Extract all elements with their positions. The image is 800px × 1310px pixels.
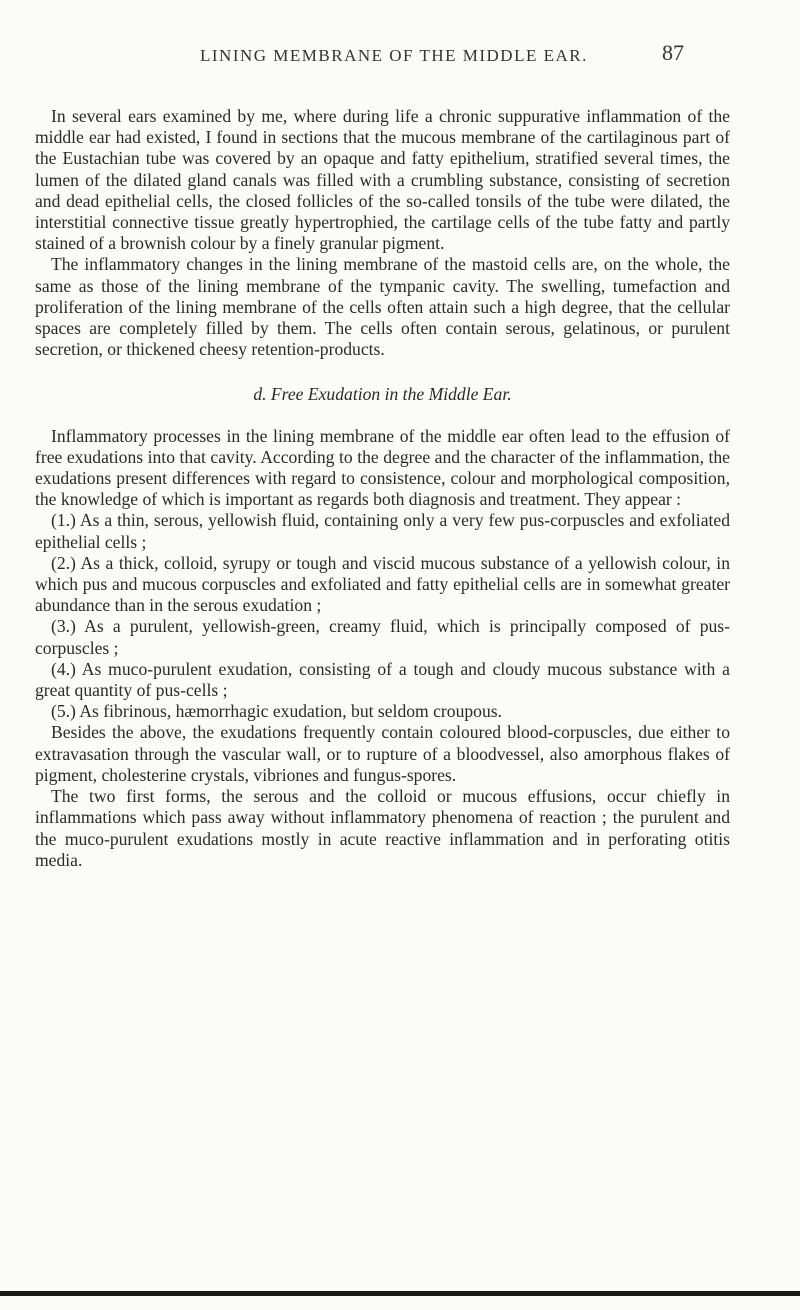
section-heading: d. Free Exudation in the Middle Ear. xyxy=(253,384,512,405)
paragraph-mastoid-cells: The inflammatory changes in the lining membrane of the mastoid cells are, on the whole, the same as those of the lining membrane of the tympanic cavity. The swelling, tumefaction and proliferation of the lining membrane of the cells often attain such a high degree, that the cellular spaces are completely filled by them. The cells often contain serous, gelatinous, or purulent secretion, or thickened cheesy retention-products. xyxy=(35,254,730,360)
page-number: 87 xyxy=(662,40,684,65)
paragraph-tube-findings: In several ears examined by me, where during life a chronic suppurative inflammation of the middle ear had existed, I found in sections that the mucous membrane of the cartilaginous part of the Eustachian tube was covered by an opaque and fatty epithelium, stratified several times, the lumen of the dilated gland canals was filled with a crumbling substance, consisting of secretion and dead epithelial cells, the closed follicles of the so-called tonsils of the tube were dilated, the interstitial connective tissue greatly hypertrophied, the cartilage cells of the tube fatty and partly stained of a brownish colour by a finely granular pigment. xyxy=(35,106,730,254)
paragraph-intro: Inflammatory processes in the lining membrane of the middle ear often lead to the effusion of free exudations into that cavity. According to the degree and the character of the inflammation, the exudations present differences with regard to consistence, colour and morphological composition, the knowledge of which is important as regards both diagnosis and treatment. They appear : xyxy=(35,425,730,510)
list-item: (3.) As a purulent, yellowish-green, creamy fluid, which is principally composed of pus-corpuscles ; xyxy=(35,616,730,658)
paragraph-closing: The two first forms, the serous and the colloid or mucous effusions, occur chiefly in inflammations which pass away without inflammatory phenomena of reaction ; the purulent and the muco-purulent exudations mostly in acute reactive inflammation and in perforating otitis media. xyxy=(35,786,730,870)
running-head: LINING MEMBRANE OF THE MIDDLE EAR. xyxy=(200,46,588,65)
paragraph-besides: Besides the above, the exudations frequently contain coloured blood-corpuscles, due either to extravasation through the vascular wall, or to rupture of a bloodvessel, also amorphous flakes of pigment, cholesterine crystals, vibriones and fungus-spores. xyxy=(35,722,730,785)
body-text xyxy=(35,106,730,871)
list-item: (5.) As fibrinous, hæmorrhagic exudation, but seldom croupous. xyxy=(51,701,503,722)
list-item: (2.) As a thick, colloid, syrupy or tough and viscid mucous substance of a yellowish colour, in which pus and mucous corpuscles and exfoliated and fatty epithelial cells are in somewhat greater abundance than in the serous exudation ; xyxy=(35,552,730,616)
bottom-border-rule xyxy=(0,1291,800,1296)
list-item: (4.) As muco-purulent exudation, consisting of a tough and cloudy mucous substance with a great quantity of pus-cells ; xyxy=(35,658,730,701)
list-item: (1.) As a thin, serous, yellowish fluid, containing only a very few pus-corpuscles and exfoliated epithelial cells ; xyxy=(35,510,730,552)
